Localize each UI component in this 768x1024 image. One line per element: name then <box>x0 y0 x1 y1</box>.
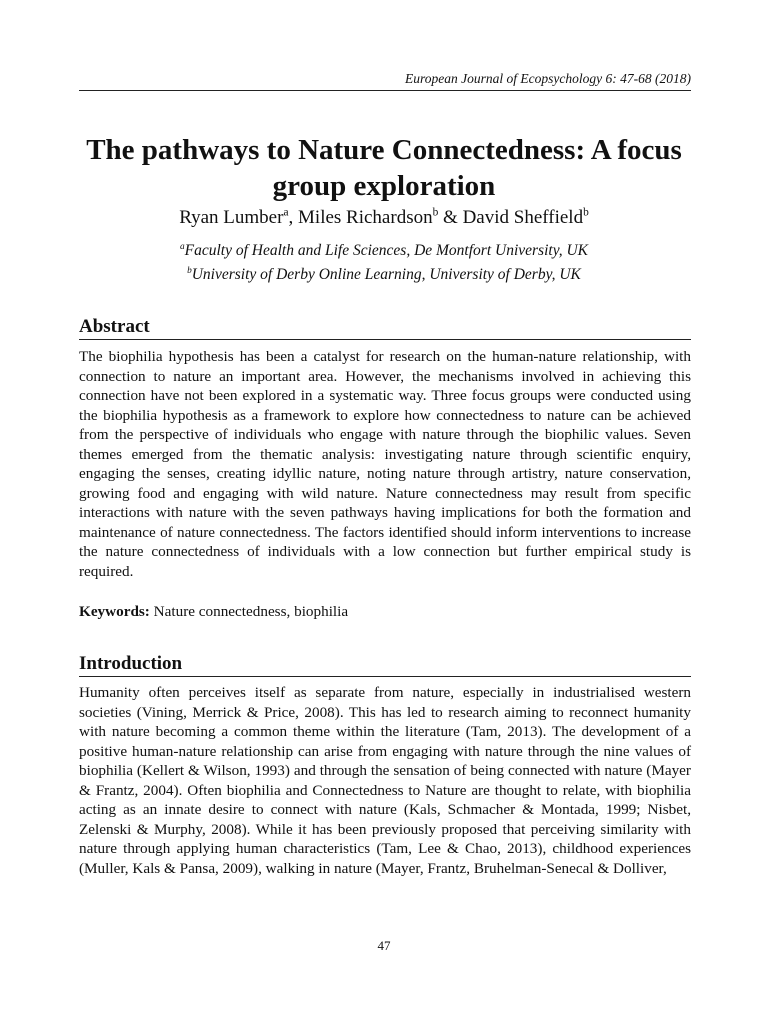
introduction-heading: Introduction <box>79 653 691 677</box>
affiliation-text: University of Derby Online Learning, University of Derby, UK <box>191 266 581 283</box>
keywords <box>79 603 691 621</box>
author-name: Ryan Lumber <box>179 207 284 228</box>
page-number: 47 <box>377 938 391 953</box>
author-affiliation-mark: b <box>432 206 439 219</box>
author-name: David Sheffield <box>462 207 584 228</box>
author-separator: , <box>288 207 299 228</box>
author-separator: & <box>438 207 463 228</box>
author-name: Miles Richardson <box>298 207 433 228</box>
affiliation-text: Faculty of Health and Life Sciences, De Montfort University, UK <box>184 242 588 259</box>
abstract-heading: Abstract <box>79 316 691 340</box>
author-affiliation-mark: a <box>283 206 289 219</box>
affiliation-mark: b <box>187 265 192 276</box>
affiliation-mark: a <box>179 241 185 252</box>
abstract-text: The biophilia hypothesis has been a catalyst for research on the human-nature relationship, with connection to nature an important area. However, the mechanisms involved in achieving this connection have not been explored in a systematic way. Three focus groups were conducted using the biophilia hypothesis as a framework to explore how connectedness to nature can be achieved from the perspective of individuals who engage with nature through the biophilic values. Seven themes emerged from the thematic analysis: investigating nature through scientific enquiry, engaging the senses, creating idyllic nature, noting nature through artistry, nature conservation, growing food and engaging with wild nature. Nature connectedness may result from specific interactions with nature with the seven pathways having implications for both the formation and maintenance of nature connectedness. The factors identified should inform interventions to increase the nature connectedness of individuals with a low connection but further empirical study is required. <box>79 348 691 580</box>
keywords-label: Keywords: <box>79 603 150 620</box>
keywords-text: Nature connectedness, biophilia <box>149 603 349 620</box>
author-list <box>60 207 708 229</box>
running-head: European Journal of Ecopsychology 6: 47-68 (2018) <box>79 71 691 91</box>
paper-title: The pathways to Nature Connectedness: A focus group exploration <box>86 134 682 202</box>
affiliation <box>60 266 708 284</box>
affiliation <box>60 242 708 260</box>
author-affiliation-mark: b <box>583 206 589 219</box>
introduction-text: Humanity often perceives itself as separate from nature, especially in industrialised western societies (Vining, Merrick & Price, 2008). This has led to research aiming to reconnect humanity with nature becoming a common theme within the literature (Tam, 2013). The development of a positive human-nature relationship can arise from engaging with nature through the nine values of biophilia (Kellert & Wilson, 1993) and through the sensation of being connected with nature (Mayer & Frantz, 2004). Often biophilia and Connectedness to Nature are thought to relate, with biophilia acting as an innate desire to connect with nature (Kals, Schmacher & Montada, 1999; Nisbet, Zelenski & Murphy, 2008). While it has been previously proposed that perceiving similarity with nature through applying human characteristics (Tam, Lee & Chao, 2013), childhood experiences (Muller, Kals & Pansa, 2009), walking in nature (Mayer, Frantz, Bruhelman-Senecal & Dolliver, <box>79 684 691 877</box>
